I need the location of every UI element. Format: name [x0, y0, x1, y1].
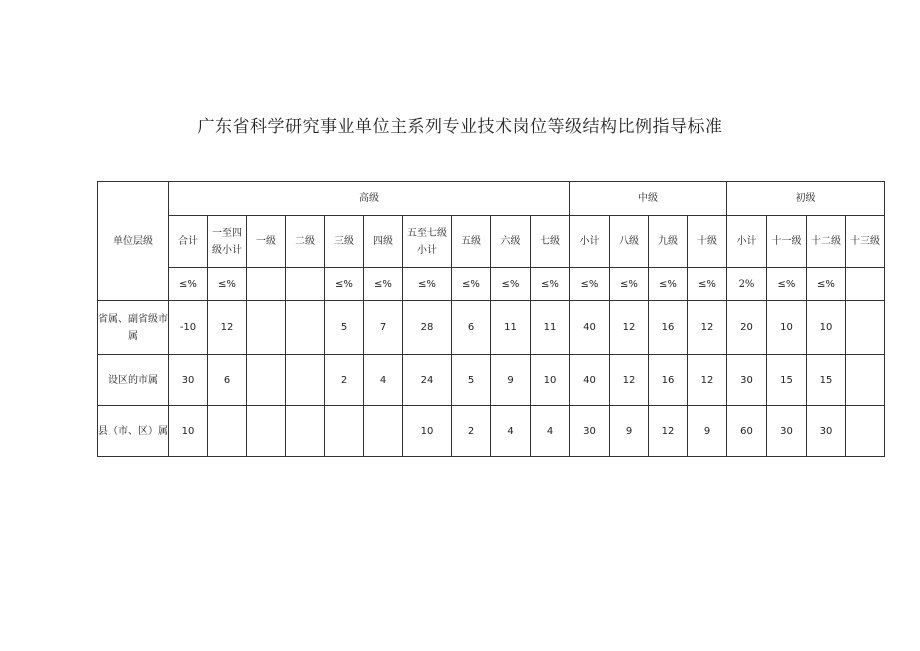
table-row: [98, 301, 885, 355]
sub-header-cell: 八级: [610, 216, 649, 268]
sub-header-cell: 合计: [169, 216, 208, 268]
percent-cell: ≤%: [491, 268, 531, 301]
percent-cell: ≤%: [325, 268, 364, 301]
row-label: 省属、副省级市属: [98, 301, 169, 355]
ratio-table: [97, 181, 885, 457]
percent-cell: ≤%: [208, 268, 247, 301]
table-cell: 30: [727, 355, 767, 406]
percent-row: [98, 268, 885, 301]
sub-header-cell: 五级: [452, 216, 491, 268]
sub-header-cell: 二级: [286, 216, 325, 268]
document-title: 广东省科学研究事业单位主系列专业技术岗位等级结构比例指导标准: [197, 117, 723, 137]
sub-header-cell: 小计: [570, 216, 610, 268]
percent-cell: ≤%: [531, 268, 570, 301]
table-cell: 12: [649, 406, 688, 457]
row-header-cell: 单位层级: [98, 182, 169, 301]
sub-header-cell: 十一级: [767, 216, 807, 268]
table-cell: 30: [807, 406, 846, 457]
table-cell: 6: [208, 355, 247, 406]
table-cell: [247, 301, 286, 355]
group-senior: 高级: [169, 182, 570, 216]
table-cell: 6: [452, 301, 491, 355]
row-label: 县（市、区）属: [98, 406, 169, 457]
sub-header-cell: 一至四级小计: [208, 216, 247, 268]
percent-cell: ≤%: [403, 268, 452, 301]
table-cell: 11: [491, 301, 531, 355]
table-cell: [247, 406, 286, 457]
percent-cell: [846, 268, 885, 301]
sub-header-cell: 小计: [727, 216, 767, 268]
table-cell: 16: [649, 355, 688, 406]
table-cell: [286, 355, 325, 406]
table-cell: 9: [688, 406, 727, 457]
table-cell: 30: [767, 406, 807, 457]
table-cell: [286, 301, 325, 355]
table-cell: 28: [403, 301, 452, 355]
table-cell: [846, 355, 885, 406]
percent-cell: ≤%: [570, 268, 610, 301]
table-cell: 12: [208, 301, 247, 355]
group-header-row: [98, 182, 885, 216]
sub-header-cell: 十三级: [846, 216, 885, 268]
table-cell: [247, 355, 286, 406]
table-cell: [846, 406, 885, 457]
sub-header-cell: 三级: [325, 216, 364, 268]
table-cell: [364, 406, 403, 457]
table-cell: 4: [531, 406, 570, 457]
table-cell: 10: [807, 301, 846, 355]
table-cell: [208, 406, 247, 457]
table-cell: 10: [403, 406, 452, 457]
table-cell: 20: [727, 301, 767, 355]
table-cell: 9: [491, 355, 531, 406]
table-row: [98, 406, 885, 457]
percent-cell: ≤%: [610, 268, 649, 301]
percent-cell: ≤%: [807, 268, 846, 301]
percent-cell: ≤%: [364, 268, 403, 301]
table-row: [98, 355, 885, 406]
table-cell: 4: [364, 355, 403, 406]
table-cell: 11: [531, 301, 570, 355]
percent-cell: 2%: [727, 268, 767, 301]
sub-header-cell: 十二级: [807, 216, 846, 268]
table-cell: [286, 406, 325, 457]
table-cell: 15: [767, 355, 807, 406]
table-cell: 5: [452, 355, 491, 406]
table-cell: [325, 406, 364, 457]
table-cell: 2: [325, 355, 364, 406]
table-cell: [846, 301, 885, 355]
percent-cell: [286, 268, 325, 301]
percent-cell: ≤%: [649, 268, 688, 301]
table-cell: 30: [570, 406, 610, 457]
table-cell: 5: [325, 301, 364, 355]
table-cell: 10: [767, 301, 807, 355]
table-cell: 12: [610, 301, 649, 355]
table-cell: 60: [727, 406, 767, 457]
sub-header-cell: 六级: [491, 216, 531, 268]
sub-header-cell: 七级: [531, 216, 570, 268]
table-cell: 40: [570, 301, 610, 355]
percent-cell: ≤%: [767, 268, 807, 301]
table-cell: 24: [403, 355, 452, 406]
table-cell: 30: [169, 355, 208, 406]
table-cell: 12: [688, 301, 727, 355]
table-cell: 7: [364, 301, 403, 355]
sub-header-cell: 十级: [688, 216, 727, 268]
table-cell: 2: [452, 406, 491, 457]
table-cell: 4: [491, 406, 531, 457]
group-junior: 初级: [727, 182, 885, 216]
table-cell: 40: [570, 355, 610, 406]
table-cell: 10: [169, 406, 208, 457]
table-cell: 16: [649, 301, 688, 355]
sub-header-cell: 四级: [364, 216, 403, 268]
table-cell: 10: [531, 355, 570, 406]
percent-cell: ≤%: [452, 268, 491, 301]
percent-cell: [247, 268, 286, 301]
row-label: 设区的市属: [98, 355, 169, 406]
table-cell: -10: [169, 301, 208, 355]
group-intermediate: 中级: [570, 182, 727, 216]
table-cell: 12: [688, 355, 727, 406]
percent-cell: ≤%: [688, 268, 727, 301]
sub-header-row: [98, 216, 885, 268]
sub-header-cell: 五至七级小计: [403, 216, 452, 268]
table-cell: 15: [807, 355, 846, 406]
percent-cell: ≤%: [169, 268, 208, 301]
sub-header-cell: 一级: [247, 216, 286, 268]
table-cell: 9: [610, 406, 649, 457]
table-cell: 12: [610, 355, 649, 406]
sub-header-cell: 九级: [649, 216, 688, 268]
